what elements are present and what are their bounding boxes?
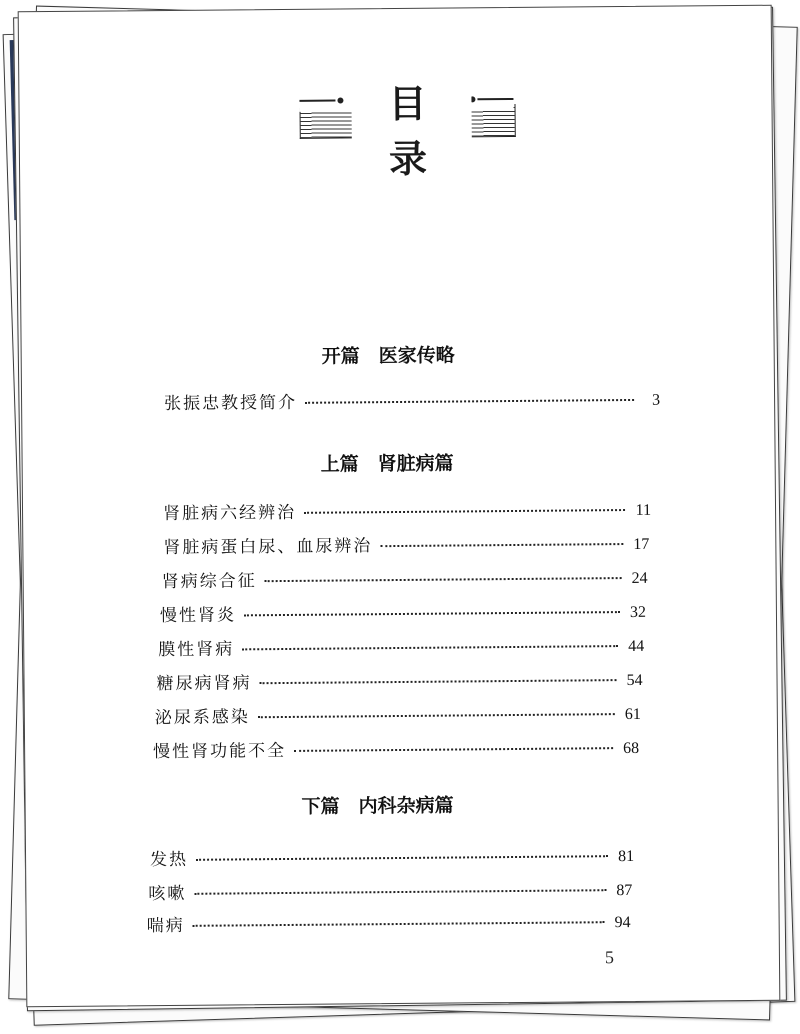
toc-leader-dots (194, 889, 606, 895)
toc-entry[interactable] (158, 631, 644, 660)
page-title: 目录 (351, 72, 472, 183)
toc-entry[interactable] (155, 699, 641, 728)
toc-entry-label: 咳嗽 (148, 883, 187, 905)
toc-entry-label: 慢性肾功能不全 (153, 740, 287, 763)
toc-leader-dots (265, 577, 622, 582)
toc-entry[interactable] (153, 733, 639, 762)
page-number: 5 (604, 947, 615, 968)
toc-entry-page: 3 (652, 391, 661, 409)
toc-entry-page: 17 (633, 535, 650, 553)
section-heading-kidney: 上篇 肾脏病篇 (320, 452, 454, 476)
toc-entry[interactable] (160, 597, 646, 626)
toc-entry[interactable] (156, 665, 642, 694)
title-plaque (299, 81, 513, 182)
toc-entry-page: 61 (624, 705, 641, 724)
toc-entry-label: 发热 (149, 849, 189, 871)
toc-entry[interactable] (147, 907, 631, 936)
toc-entry-label: 肾脏病蛋白尿、血尿辨治 (163, 536, 373, 559)
toc-entry-label: 慢性肾炎 (159, 605, 237, 627)
title-dot (337, 97, 343, 103)
toc-entry-label: 喘病 (146, 915, 185, 937)
toc-entry-page: 87 (616, 881, 633, 900)
toc-entry[interactable] (164, 385, 660, 414)
toc-leader-dots (244, 611, 620, 616)
toc-entry-page: 68 (623, 739, 640, 758)
toc-entry-page: 24 (631, 569, 648, 587)
table-of-contents-page (18, 5, 781, 1008)
toc-leader-dots (242, 645, 618, 650)
toc-entry-page: 94 (614, 913, 631, 932)
toc-entry[interactable] (148, 875, 632, 904)
toc-entry-label: 泌尿系感染 (154, 707, 250, 729)
toc-leader-dots (304, 509, 625, 514)
toc-leader-dots (193, 921, 605, 927)
toc-entry-label: 张振忠教授简介 (164, 392, 298, 415)
toc-entry[interactable] (163, 495, 651, 524)
toc-leader-dots (294, 747, 613, 752)
toc-entry-page: 81 (617, 847, 635, 866)
toc-entry-label: 肾病综合征 (161, 571, 257, 593)
toc-leader-dots (380, 543, 623, 547)
section-heading-opening: 开篇 医家传略 (321, 344, 455, 368)
toc-entry[interactable] (162, 563, 648, 592)
toc-leader-dots (196, 855, 608, 861)
toc-entry-label: 肾脏病六经辨治 (162, 502, 297, 525)
toc-entry-label: 糖尿病肾病 (156, 673, 252, 695)
toc-leader-dots (260, 679, 617, 684)
title-dash (299, 100, 335, 102)
toc-entry[interactable] (150, 841, 634, 870)
toc-entry[interactable] (163, 529, 649, 558)
toc-entry-page: 32 (629, 603, 647, 621)
section-heading-internal-medicine: 下篇 内科杂病篇 (301, 794, 454, 818)
toc-entry-page: 54 (626, 671, 643, 690)
toc-entry-page: 11 (635, 501, 652, 519)
title-dash (477, 98, 513, 100)
toc-entry-label: 膜性肾病 (158, 639, 235, 661)
toc-entry-page: 44 (628, 637, 645, 656)
toc-leader-dots (305, 399, 634, 404)
toc-leader-dots (258, 713, 615, 718)
